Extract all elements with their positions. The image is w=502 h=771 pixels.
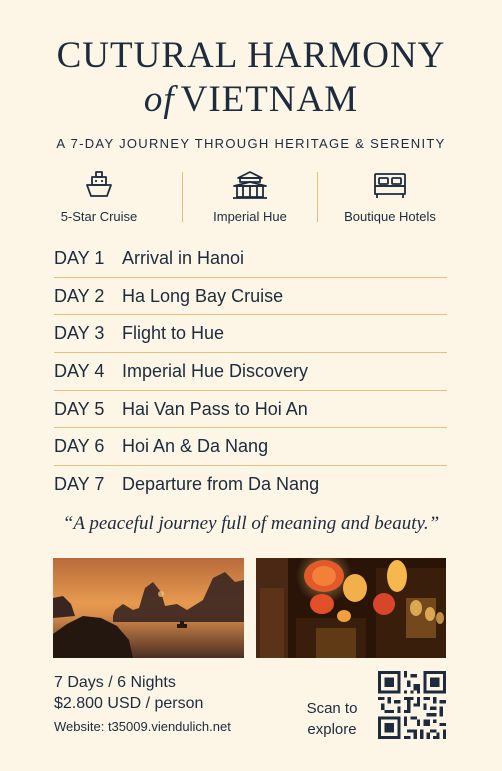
- feature-label: 5-Star Cruise: [60, 209, 138, 224]
- halong-bay-photo: [53, 558, 244, 658]
- title-line-2: [0, 78, 502, 121]
- title-of: of: [143, 79, 175, 120]
- day-number: DAY 6: [54, 436, 105, 457]
- itinerary-row: [54, 466, 447, 504]
- ship-icon: [83, 170, 115, 200]
- temple-icon: [230, 170, 270, 200]
- feature-cruise: [40, 170, 158, 226]
- itinerary-row: [54, 240, 447, 278]
- trip-info: [54, 672, 231, 737]
- day-title: Imperial Hue Discovery: [122, 360, 309, 381]
- quote: “A peaceful journey full of meaning and beauty.”: [62, 513, 440, 534]
- day-number: DAY 1: [54, 247, 105, 268]
- hoian-lanterns-photo: [256, 558, 446, 658]
- day-number: DAY 3: [54, 323, 105, 344]
- day-title: Arrival in Hanoi: [122, 247, 245, 268]
- trip-price: $2.800 USD / person: [54, 695, 204, 712]
- subtitle: A 7-DAY JOURNEY THROUGH HERITAGE & SERENITY: [56, 136, 446, 151]
- feature-label: Boutique Hotels: [344, 209, 436, 224]
- itinerary-row: [54, 391, 447, 429]
- feature-label: Imperial Hue: [213, 209, 287, 224]
- itinerary-list: [54, 240, 447, 504]
- title-vietnam: VIETNAM: [180, 79, 359, 120]
- title-line-1: CUTURAL HARMONY: [56, 35, 446, 76]
- day-title: Hai Van Pass to Hoi An: [122, 398, 308, 419]
- day-number: DAY 2: [54, 285, 105, 306]
- scan-caption: [296, 698, 368, 740]
- day-title: Departure from Da Nang: [122, 474, 320, 495]
- itinerary-row: [54, 353, 447, 391]
- day-title: Flight to Hue: [122, 323, 225, 344]
- bed-icon: [372, 170, 408, 200]
- trip-duration: 7 Days / 6 Nights: [54, 674, 176, 691]
- day-title: Hoi An & Da Nang: [122, 436, 269, 457]
- feature-divider: [317, 172, 318, 222]
- day-number: DAY 7: [54, 474, 105, 495]
- scan-line-1: Scan to: [306, 700, 358, 717]
- qr-code-icon[interactable]: [378, 671, 446, 739]
- day-number: DAY 5: [54, 398, 105, 419]
- day-number: DAY 4: [54, 360, 105, 381]
- scan-line-2: explore: [307, 721, 357, 738]
- day-title: Ha Long Bay Cruise: [122, 285, 284, 306]
- itinerary-row: [54, 315, 447, 353]
- feature-strip: [40, 170, 460, 226]
- feature-hotels: [332, 170, 448, 226]
- feature-divider: [182, 172, 183, 222]
- feature-hue: [195, 170, 305, 226]
- itinerary-row: [54, 278, 447, 316]
- itinerary-row: [54, 428, 447, 466]
- website-link[interactable]: Website: t35009.viendulich.net: [54, 719, 231, 734]
